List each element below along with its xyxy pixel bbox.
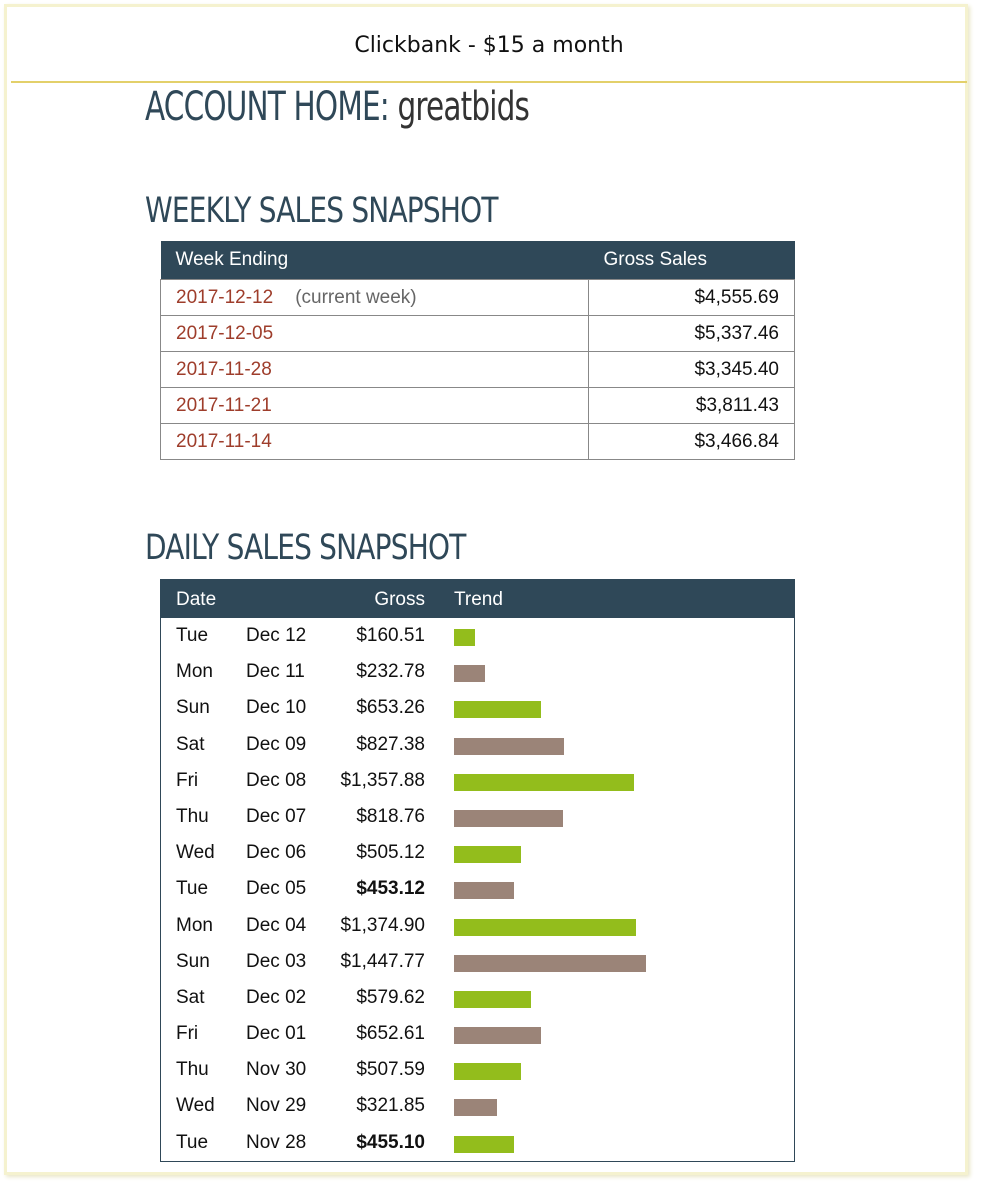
trend-bar — [454, 1027, 541, 1044]
gross-sales-cell: $4,555.69 — [589, 280, 795, 316]
banner-title: Clickbank - $15 a month — [354, 33, 624, 58]
day-gross: $453.12 — [356, 878, 425, 900]
week-ending-cell — [161, 388, 589, 424]
week-ending-cell — [161, 424, 589, 460]
daily-row — [161, 944, 794, 980]
daily-row — [161, 727, 794, 763]
weekly-title: WEEKLY SALES SNAPSHOT — [145, 191, 498, 231]
week-ending-cell — [161, 280, 589, 316]
day-date: Dec 12 — [246, 625, 307, 646]
day-date: Dec 10 — [246, 697, 307, 719]
day-of-week: Sat — [176, 733, 205, 755]
current-week-note: (current week) — [295, 286, 417, 308]
daily-row — [161, 799, 794, 835]
day-date: Dec 01 — [246, 1023, 307, 1045]
daily-row — [161, 654, 794, 690]
day-date: Nov 28 — [246, 1131, 307, 1153]
day-gross: $1,447.77 — [340, 950, 425, 972]
daily-row — [161, 618, 794, 654]
date-header: Date — [176, 589, 217, 610]
daily-row — [161, 1088, 794, 1124]
weekly-row — [161, 388, 795, 424]
week-ending-cell — [161, 316, 589, 352]
weekly-row — [161, 316, 795, 352]
day-of-week: Mon — [176, 914, 213, 936]
day-gross: $505.12 — [356, 842, 425, 864]
week-ending-header: Week Ending — [161, 241, 589, 280]
day-date: Dec 02 — [246, 986, 307, 1008]
daily-row — [161, 1016, 794, 1052]
day-gross: $160.51 — [356, 625, 425, 646]
day-of-week: Tue — [176, 878, 209, 900]
day-of-week: Sat — [176, 986, 205, 1008]
day-date: Nov 30 — [246, 1059, 307, 1081]
daily-row — [161, 1125, 794, 1161]
day-date: Dec 05 — [246, 878, 307, 900]
account-username: greatbids — [397, 84, 530, 130]
trend-bar — [454, 810, 563, 827]
day-of-week: Sun — [176, 950, 210, 972]
day-gross: $1,357.88 — [340, 769, 425, 791]
day-of-week: Wed — [176, 1095, 215, 1117]
day-of-week: Thu — [176, 805, 209, 827]
weekly-sales-table — [160, 241, 795, 460]
day-gross: $652.61 — [356, 1023, 425, 1045]
trend-bar — [454, 846, 521, 863]
day-of-week: Sun — [176, 697, 210, 719]
day-of-week: Tue — [176, 1131, 209, 1153]
day-gross: $1,374.90 — [340, 914, 425, 936]
account-label: ACCOUNT HOME: — [145, 84, 389, 130]
day-gross: $579.62 — [356, 986, 425, 1008]
week-ending-link[interactable]: 2017-11-28 — [176, 358, 272, 380]
daily-row — [161, 835, 794, 871]
trend-bar — [454, 1063, 521, 1080]
trend-bar — [454, 919, 636, 936]
week-ending-link[interactable]: 2017-11-21 — [176, 394, 272, 416]
trend-bar — [454, 738, 564, 755]
daily-rows — [161, 618, 794, 1161]
day-gross: $507.59 — [356, 1059, 425, 1081]
daily-row — [161, 690, 794, 726]
day-date: Dec 06 — [246, 842, 307, 864]
gross-header: Gross — [374, 589, 425, 610]
day-of-week: Fri — [176, 769, 199, 791]
day-gross: $321.85 — [356, 1095, 425, 1117]
day-gross: $827.38 — [356, 733, 425, 755]
gross-sales-cell: $3,345.40 — [589, 352, 795, 388]
daily-row — [161, 763, 794, 799]
account-heading — [145, 84, 529, 130]
daily-row — [161, 980, 794, 1016]
trend-bar — [454, 1099, 497, 1116]
day-date: Dec 09 — [246, 733, 307, 755]
day-date: Dec 08 — [246, 769, 307, 791]
daily-sales-table — [160, 579, 795, 1162]
day-date: Dec 03 — [246, 950, 307, 972]
trend-bar — [454, 629, 475, 646]
daily-header-row — [161, 580, 794, 618]
gross-sales-header: Gross Sales — [589, 241, 795, 280]
week-ending-link[interactable]: 2017-11-14 — [176, 430, 272, 452]
trend-bar — [454, 955, 646, 972]
gross-sales-cell: $3,466.84 — [589, 424, 795, 460]
gross-sales-cell: $5,337.46 — [589, 316, 795, 352]
day-date: Nov 29 — [246, 1095, 307, 1117]
trend-bar — [454, 991, 531, 1008]
day-of-week: Tue — [176, 625, 209, 646]
trend-bar — [454, 774, 634, 791]
day-gross: $455.10 — [356, 1131, 425, 1153]
top-banner — [11, 10, 967, 83]
daily-row — [161, 871, 794, 907]
weekly-row — [161, 424, 795, 460]
day-of-week: Wed — [176, 842, 215, 864]
week-ending-cell — [161, 352, 589, 388]
trend-bar — [454, 701, 541, 718]
trend-header: Trend — [454, 589, 503, 610]
gross-sales-cell: $3,811.43 — [589, 388, 795, 424]
day-of-week: Fri — [176, 1023, 199, 1045]
daily-row — [161, 1052, 794, 1088]
weekly-row — [161, 280, 795, 316]
week-ending-link[interactable]: 2017-12-12 — [176, 286, 274, 308]
day-of-week: Thu — [176, 1059, 209, 1081]
trend-bar — [454, 1136, 514, 1153]
day-date: Dec 07 — [246, 805, 307, 827]
weekly-row — [161, 352, 795, 388]
week-ending-link[interactable]: 2017-12-05 — [176, 322, 274, 344]
day-date: Dec 04 — [246, 914, 307, 936]
day-date: Dec 11 — [246, 661, 305, 683]
day-gross: $653.26 — [356, 697, 425, 719]
daily-title: DAILY SALES SNAPSHOT — [145, 528, 466, 568]
daily-row — [161, 908, 794, 944]
trend-bar — [454, 882, 514, 899]
weekly-header-row — [161, 241, 795, 280]
day-gross: $818.76 — [356, 805, 425, 827]
day-gross: $232.78 — [356, 661, 425, 683]
day-of-week: Mon — [176, 661, 213, 683]
trend-bar — [454, 665, 485, 682]
